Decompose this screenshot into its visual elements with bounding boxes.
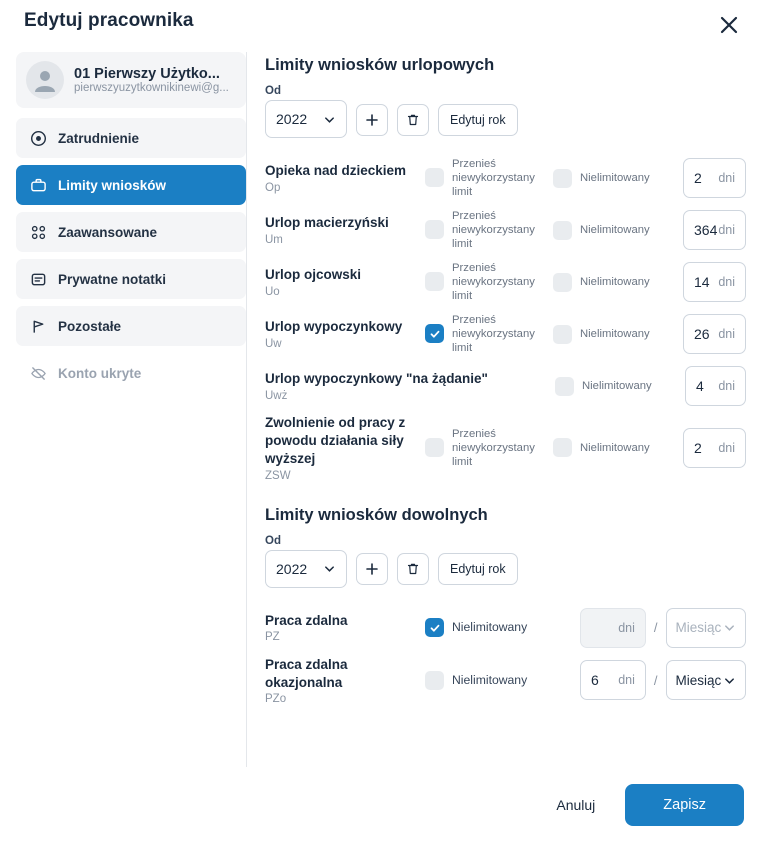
sidebar-item-pozostale[interactable] (16, 306, 246, 346)
limit-value-input[interactable] (683, 262, 746, 302)
limit-value-input[interactable] (685, 366, 746, 406)
carry-label: Przenieś niewykorzystany limit (452, 313, 535, 355)
sidebar-item-label: Zaawansowane (58, 224, 158, 240)
carry-checkbox[interactable] (425, 324, 444, 343)
unlimited-checkbox[interactable] (553, 221, 572, 240)
limit-value: 2 (694, 170, 702, 186)
unit-label: dni (718, 275, 735, 289)
unlimited-checkbox[interactable] (553, 169, 572, 188)
chevron-down-icon (323, 113, 336, 126)
unlimited-checkbox[interactable] (555, 377, 574, 396)
limit-code: Um (265, 233, 283, 246)
add-year-button[interactable] (356, 104, 388, 136)
unit-label: dni (718, 327, 735, 341)
unlimited-checkbox[interactable] (425, 618, 444, 637)
limit-value: 6 (591, 672, 599, 689)
unlimited-label: Nielimitowany (580, 223, 650, 236)
limit-code: Uwż (265, 389, 288, 402)
sidebar-item-zaawansowane[interactable] (16, 212, 246, 252)
sidebar-item-prywatne-notatki[interactable] (16, 259, 246, 299)
unlimited-label: Nielimitowany (580, 275, 650, 288)
period-select[interactable] (666, 660, 747, 700)
sliders-icon (29, 223, 47, 241)
unlimited-checkbox[interactable] (553, 438, 572, 457)
sidebar-item-label: Prywatne notatki (58, 271, 167, 287)
unit-label: dni (718, 440, 735, 455)
limit-row (265, 360, 746, 412)
limit-row (265, 602, 746, 654)
sidebar-item-limity-wnioskow[interactable] (16, 165, 246, 205)
unit-label: dni (618, 673, 635, 688)
eye-off-icon (29, 364, 47, 382)
carry-checkbox[interactable] (425, 438, 444, 457)
unlimited-checkbox[interactable] (553, 325, 572, 344)
edit-year-button[interactable]: Edytuj rok (438, 104, 518, 136)
modal-body (0, 44, 768, 767)
limit-value-input[interactable] (683, 314, 746, 354)
user-name: 01 Pierwszy Użytko... (74, 66, 220, 82)
separator: / (653, 672, 658, 688)
unlimited-label: Nielimitowany (452, 620, 528, 635)
sidebar-item-konto-ukryte[interactable] (16, 353, 246, 393)
limit-value-input[interactable] (683, 210, 746, 250)
unit-label: dni (718, 223, 735, 237)
limit-row (265, 308, 746, 360)
limit-value: 364 (694, 222, 718, 238)
limit-title: Urlop wypoczynkowy (265, 319, 403, 335)
note-icon (29, 270, 47, 288)
sidebar-item-label: Limity wniosków (58, 177, 167, 193)
year-row-dowolne (265, 535, 746, 588)
chevron-down-icon (723, 674, 736, 687)
year-select[interactable] (265, 550, 347, 588)
trash-icon (406, 562, 420, 576)
limit-row (265, 152, 746, 204)
carry-checkbox[interactable] (425, 272, 444, 291)
limit-row (265, 412, 746, 484)
limit-value: 2 (694, 439, 702, 456)
briefcase-icon (29, 176, 47, 194)
sidebar (14, 52, 246, 767)
limit-code: ZSW (265, 469, 291, 482)
check-icon (429, 328, 441, 340)
delete-year-button[interactable] (397, 104, 429, 136)
main-panel (246, 52, 746, 767)
carry-label: Przenieś niewykorzystany limit (452, 157, 535, 199)
limit-value-input[interactable] (580, 660, 646, 700)
limit-code: Uo (265, 285, 280, 298)
unit-label: dni (718, 379, 735, 393)
modal-header (0, 0, 768, 44)
cancel-button[interactable]: Anuluj (544, 787, 607, 823)
limit-row (265, 654, 746, 707)
carry-checkbox[interactable] (425, 220, 444, 239)
carry-checkbox[interactable] (425, 168, 444, 187)
page-title: Edytuj pracownika (24, 10, 194, 31)
avatar (26, 61, 64, 99)
limit-value-input[interactable] (683, 428, 746, 468)
limit-title: Urlop macierzyński (265, 215, 389, 231)
section-title-urlopowe: Limity wniosków urlopowych (265, 56, 495, 74)
chevron-down-icon (723, 621, 736, 634)
edit-year-button[interactable]: Edytuj rok (438, 553, 518, 585)
unit-label: dni (718, 171, 735, 185)
limit-title: Zwolnienie od pracy z powodu działania siły wyższej (265, 415, 406, 467)
year-select[interactable] (265, 100, 347, 138)
limit-value-input[interactable] (580, 608, 646, 648)
unit-label: dni (618, 620, 635, 635)
unlimited-checkbox[interactable] (553, 273, 572, 292)
limit-code: Op (265, 181, 281, 194)
limit-value-input[interactable] (683, 158, 746, 198)
unlimited-label: Nielimitowany (580, 171, 650, 184)
delete-year-button[interactable] (397, 553, 429, 585)
save-button[interactable]: Zapisz (625, 784, 744, 826)
year-select-value: 2022 (276, 560, 308, 577)
limit-row (265, 204, 746, 256)
year-label: Od (265, 85, 281, 97)
user-card[interactable] (16, 52, 246, 108)
limit-value: 4 (696, 378, 704, 394)
close-icon[interactable] (714, 10, 744, 40)
unlimited-checkbox[interactable] (425, 671, 444, 690)
section-title-dowolne: Limity wniosków dowolnych (265, 505, 488, 524)
modal-footer (0, 767, 768, 843)
limit-title: Praca zdalna (265, 613, 348, 629)
plus-icon (365, 113, 379, 127)
badge-icon (29, 129, 47, 147)
user-email: pierwszyuzytkownikinewi@g... (74, 82, 229, 94)
unlimited-label: Nielimitowany (580, 441, 650, 454)
limit-value: 26 (694, 326, 710, 342)
unlimited-label: Nielimitowany (452, 672, 528, 687)
limit-title: Urlop wypoczynkowy "na żądanie" (265, 371, 488, 387)
limit-title: Opieka nad dzieckiem (265, 163, 407, 179)
limit-row (265, 256, 746, 308)
year-label: Od (265, 534, 281, 547)
carry-label: Przenieś niewykorzystany limit (452, 261, 535, 303)
unlimited-label: Nielimitowany (580, 327, 650, 340)
carry-label: Przenieś niewykorzystany limit (452, 209, 535, 251)
limit-value: 14 (694, 274, 710, 290)
year-select-value: 2022 (276, 111, 308, 127)
sidebar-item-zatrudnienie[interactable] (16, 118, 246, 158)
unlimited-label: Nielimitowany (582, 379, 652, 392)
sidebar-item-label: Konto ukryte (58, 365, 142, 381)
trash-icon (406, 113, 420, 127)
limit-code: Uw (265, 337, 282, 350)
plus-icon (365, 562, 379, 576)
period-select[interactable] (666, 608, 747, 648)
limit-code: PZo (265, 693, 287, 706)
period-value: Miesiąc (675, 672, 722, 688)
separator: / (653, 620, 658, 636)
sidebar-item-label: Zatrudnienie (58, 130, 140, 146)
add-year-button[interactable] (356, 553, 388, 585)
period-value: Miesiąc (675, 620, 722, 636)
limit-title: Urlop ojcowski (265, 267, 362, 283)
check-icon (429, 622, 441, 634)
sidebar-item-label: Pozostałe (58, 318, 122, 334)
limit-title: Praca zdalna okazjonalna (265, 656, 348, 690)
limit-code: PZ (265, 631, 280, 644)
year-row-urlopowe (265, 85, 746, 138)
flag-icon (29, 317, 47, 335)
chevron-down-icon (323, 562, 336, 575)
carry-label: Przenieś niewykorzystany limit (452, 427, 535, 468)
